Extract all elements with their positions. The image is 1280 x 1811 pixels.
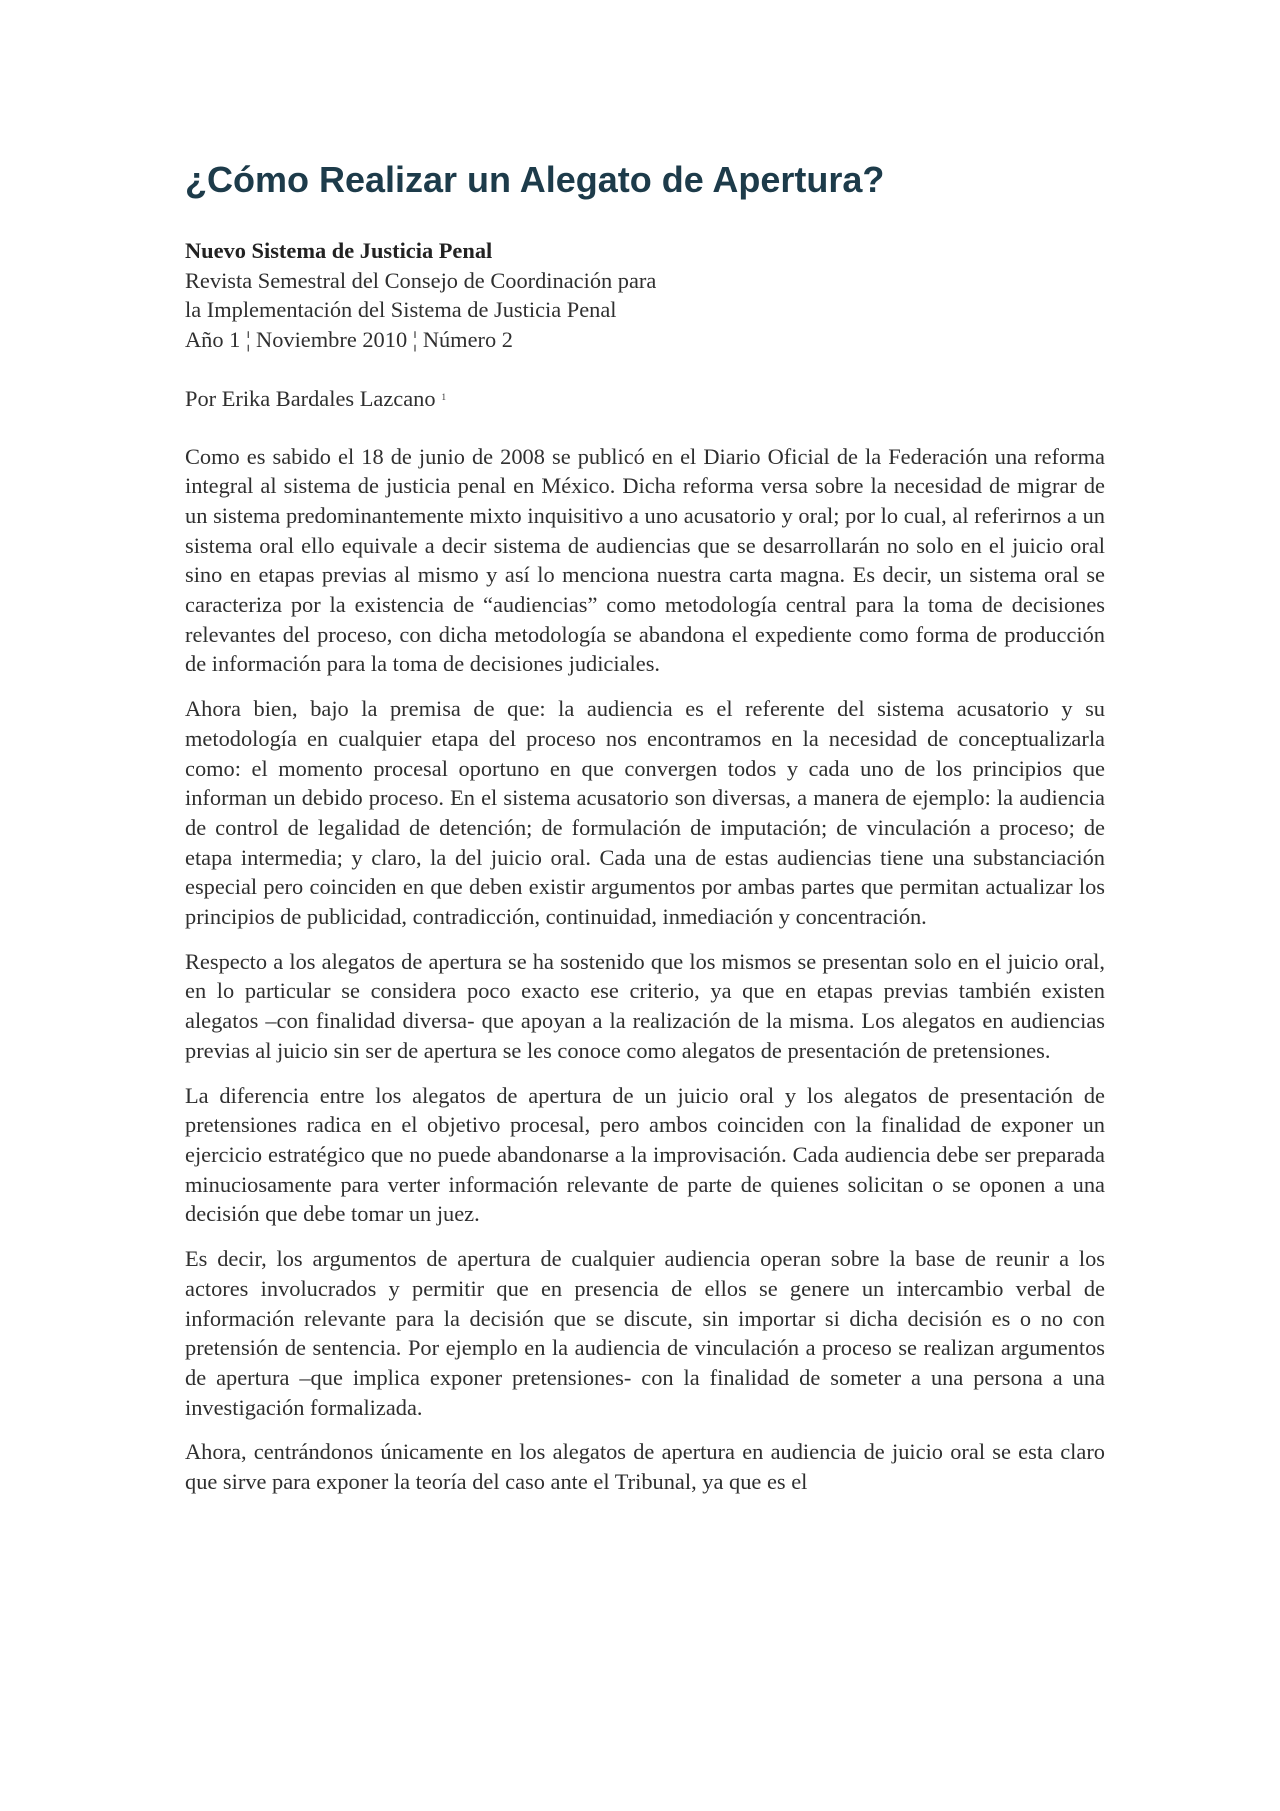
page-title: ¿Cómo Realizar un Alegato de Apertura? (185, 159, 885, 200)
publication-subtitle-line-2: la Implementación del Sistema de Justicia Penal (185, 297, 617, 323)
publication-info (185, 236, 1105, 355)
publication-subtitle-line-1: Revista Semestral del Consejo de Coordinación para (185, 267, 657, 293)
author-byline: Por Erika Bardales Lazcano (185, 385, 436, 411)
footnote-reference: 1 (441, 391, 447, 402)
publication-issue: Año 1 ¦ Noviembre 2010 ¦ Número 2 (185, 327, 513, 353)
body-paragraph: Ahora bien, bajo la premisa de que: la audiencia es el referente del sistema acusatorio y su metodología en cualquier etapa del proceso nos encontramos en la necesidad de conceptualizarla como: el momento procesal oportuno en que convergen todos y cada uno de los principios que informan un debido proceso. En el sistema acusatorio son diversas, a manera de ejemplo: la audiencia de control de legalidad de detención; de formulación de imputación; de vinculación a proceso; de etapa intermedia; y claro, la del juicio oral. Cada una de estas audiencias tiene una substanciación especial pero coinciden en que deben existir argumentos por ambas partes que permitan actualizar los principios de publicidad, contradicción, continuidad, inmediación y concentración. (185, 696, 1105, 930)
publication-name: Nuevo Sistema de Justicia Penal (185, 238, 493, 263)
document-page (185, 150, 1105, 1512)
article-body (185, 442, 1105, 1497)
body-paragraph: Ahora, centrándonos únicamente en los alegatos de apertura en audiencia de juicio oral se esta claro que sirve para exponer la teoría del caso ante el Tribunal, ya que es el (185, 1439, 1105, 1495)
author-byline-line (185, 383, 1105, 414)
body-paragraph: La diferencia entre los alegatos de apertura de un juicio oral y los alegatos de presentación de pretensiones radica en el objetivo procesal, pero ambos coinciden con la finalidad de exponer un ejercicio estratégico que no puede abandonarse a la improvisación. Cada audiencia debe ser preparada minuciosamente para verter información relevante de parte de quienes solicitan o se oponen a una decisión que debe tomar un juez. (185, 1082, 1105, 1227)
body-paragraph: Respecto a los alegatos de apertura se ha sostenido que los mismos se presentan solo en el juicio oral, en lo particular se considera poco exacto ese criterio, ya que en etapas previas también existen alegatos –con finalidad diversa- que apoyan a la realización de la misma. Los alegatos en audiencias previas al juicio sin ser de apertura se les conoce como alegatos de presentación de pretensiones. (185, 948, 1105, 1063)
body-paragraph: Como es sabido el 18 de junio de 2008 se publicó en el Diario Oficial de la Federación una reforma integral al sistema de justicia penal en México. Dicha reforma versa sobre la necesidad de migrar de un sistema predominantemente mixto inquisitivo a uno acusatorio y oral; por lo cual, al referirnos a un sistema oral ello equivale a decir sistema de audiencias que se desarrollarán no solo en el juicio oral sino en etapas previas al mismo y así lo menciona nuestra carta magna. Es decir, un sistema oral se caracteriza por la existencia de “audiencias” como metodología central para la toma de decisiones relevantes del proceso, con dicha metodología se abandona el expediente como forma de producción de información para la toma de decisiones judiciales. (185, 443, 1105, 677)
body-paragraph: Es decir, los argumentos de apertura de cualquier audiencia operan sobre la base de reunir a los actores involucrados y permitir que en presencia de ellos se genere un intercambio verbal de información relevante para la decisión que se discute, sin importar si dicha decisión es o no con pretensión de sentencia. Por ejemplo en la audiencia de vinculación a proceso se realizan argumentos de apertura –que implica exponer pretensiones- con la finalidad de someter a una persona a una investigación formalizada. (185, 1246, 1105, 1420)
